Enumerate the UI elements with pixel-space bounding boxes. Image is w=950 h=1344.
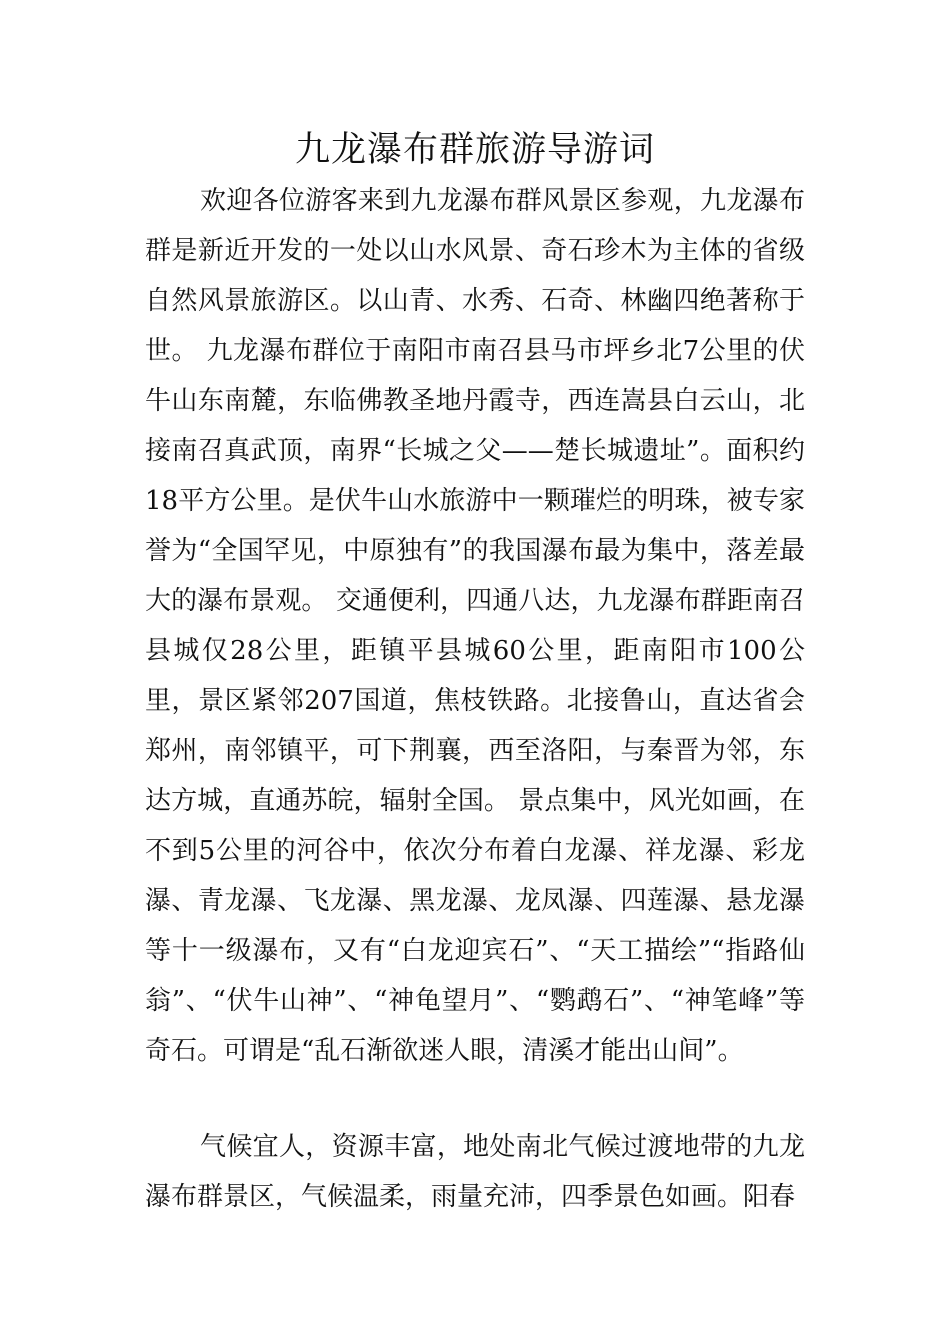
paragraph-2: 气候宜人，资源丰富，地处南北气候过渡地带的九龙瀑布群景区，气候温柔，雨量充沛，四季景色如画。阳春 bbox=[145, 1132, 805, 1212]
document-title: 九龙瀑布群旅游导游词 bbox=[294, 130, 655, 170]
paragraph-1: 欢迎各位游客来到九龙瀑布群风景区参观，九龙瀑布群是新近开发的一处以山水风景、奇石珍木为主体的省级自然风景旅游区。以山青、水秀、石奇、林幽四绝著称于世。 九龙瀑布群位于南阳市南召县马市坪乡北7公里的伏牛山东南麓，东临佛教圣地丹霞寺，西连嵩县白云山，北接南召真武顶，南界“长城之父——楚长城遗址”。面积约18平方公里。是伏牛山水旅游中一颗璀烂的明珠，被专家誉为“全国罕见，中原独有”的我国瀑布最为集中，落差最大的瀑布景观。 交通便利，四通八达，九龙瀑布群距南召县城仅28公里，距镇平县城60公里，距南阳市100公里，景区紧邻207国道，焦枝铁路。北接鲁山，直达省会郑州，南邻镇平，可下荆襄，西至洛阳，与秦晋为邻，东达方城，直通苏皖，辐射全国。 景点集中，风光如画，在不到5公里的河谷中，依次分布着白龙瀑、祥龙瀑、彩龙瀑、青龙瀑、飞龙瀑、黑龙瀑、龙凤瀑、四莲瀑、悬龙瀑等十一级瀑布，又有“白龙迎宾石”、“天工描绘”“指路仙翁”、“伏牛山神”、“神龟望月”、“鹦鹉石”、“神笔峰”等奇石。可谓是“乱石渐欲迷人眼，清溪才能出山间”。 bbox=[145, 186, 805, 1066]
